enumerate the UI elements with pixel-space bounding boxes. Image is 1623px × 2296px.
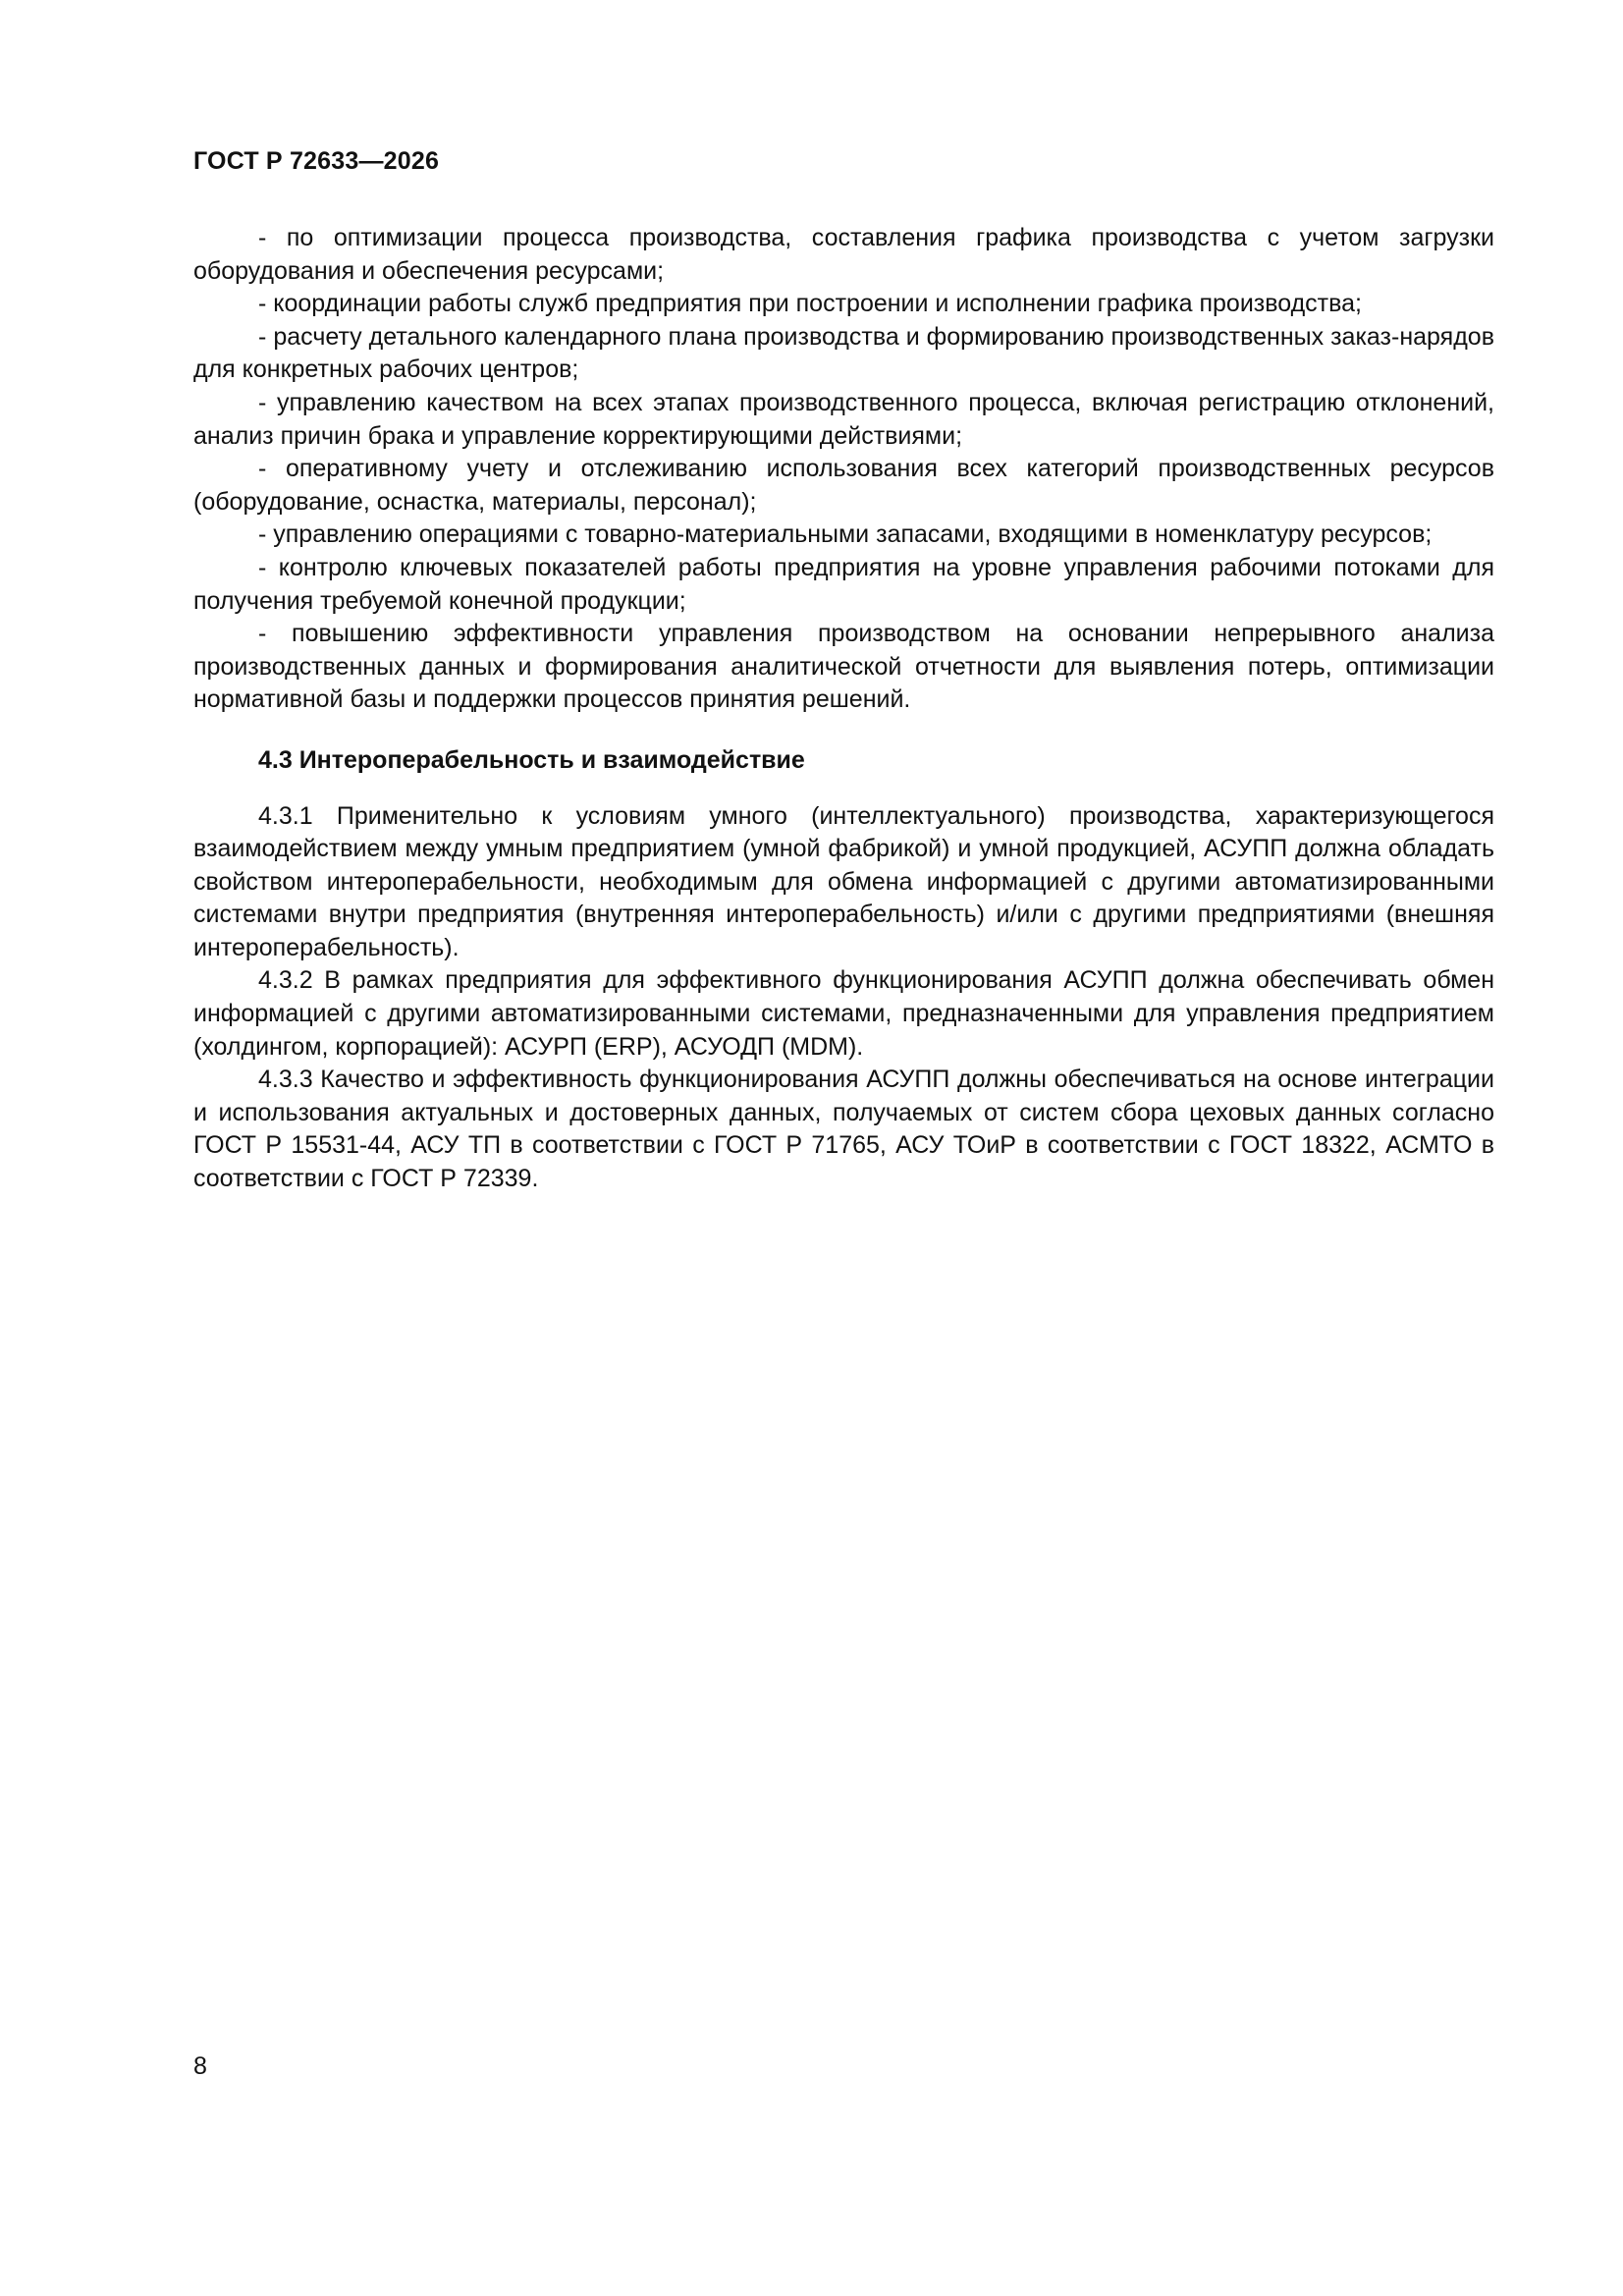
page-number: 8 <box>193 2052 207 2080</box>
list-item: - повышению эффективности управления производством на основании непрерывного анализа производственных данных и формирования аналитической отчетности для выявления потерь, оптимизации нормативной базы и поддержки процессов принятия решений. <box>193 620 1494 714</box>
list-item: - координации работы служб предприятия при построении и исполнении графика производства; <box>258 290 1362 318</box>
section-paragraph: 4.3.1 Применительно к условиям умного (интеллектуального) производства, характеризующегося взаимодействием между умным предприятием (умной фабрикой) и умной продукцией, АСУПП должна обладать свойством интероперабельности, необходимым для обмена информацией с другими автоматизированными системами внутри предприятия (внутренняя интероперабельность) и/или с другими предприятиями (внешняя интероперабельность). <box>193 801 1494 961</box>
list-item: - управлению качеством на всех этапах производственного процесса, включая регистрацию отклонений, анализ причин брака и управление корректирующими действиями; <box>193 388 1494 450</box>
list-item: - по оптимизации процесса производства, составления графика производства с учетом загрузки оборудования и обеспечения ресурсами; <box>193 224 1494 285</box>
section-paragraph: 4.3.3 Качество и эффективность функционирования АСУПП должны обеспечиваться на основе интеграции и использования актуальных и достоверных данных, получаемых от систем сбора цеховых данных согласно ГОСТ Р 15531-44, АСУ ТП в соответствии с ГОСТ Р 71765, АСУ ТОиР в соответствии с ГОСТ 18322, АСМТО в соответствии с ГОСТ Р 72339. <box>193 1066 1494 1193</box>
section-heading: 4.3 Интероперабельность и взаимодействие <box>258 745 805 774</box>
list-item: - контролю ключевых показателей работы предприятия на уровне управления рабочими потоками для получения требуемой конечной продукции; <box>193 553 1494 615</box>
list-item: - оперативному учету и отслеживанию использования всех категорий производственных ресурсов (оборудование, оснастка, материалы, персонал); <box>193 455 1494 516</box>
list-item: - управлению операциями с товарно-материальными запасами, входящими в номенклатуру ресурсов; <box>258 520 1433 549</box>
section-paragraph: 4.3.2 В рамках предприятия для эффективного функционирования АСУПП должна обеспечивать обмен информацией с другими автоматизированными системами, предназначенными для управления предприятием (холдингом, корпорацией): АСУРП (ERP), АСУОДП (MDM). <box>193 966 1494 1061</box>
list-item: - расчету детального календарного плана производства и формированию производственных заказ-нарядов для конкретных рабочих центров; <box>193 322 1494 384</box>
document-body <box>193 222 1494 1196</box>
standard-header: ГОСТ Р 72633—2026 <box>193 147 440 175</box>
